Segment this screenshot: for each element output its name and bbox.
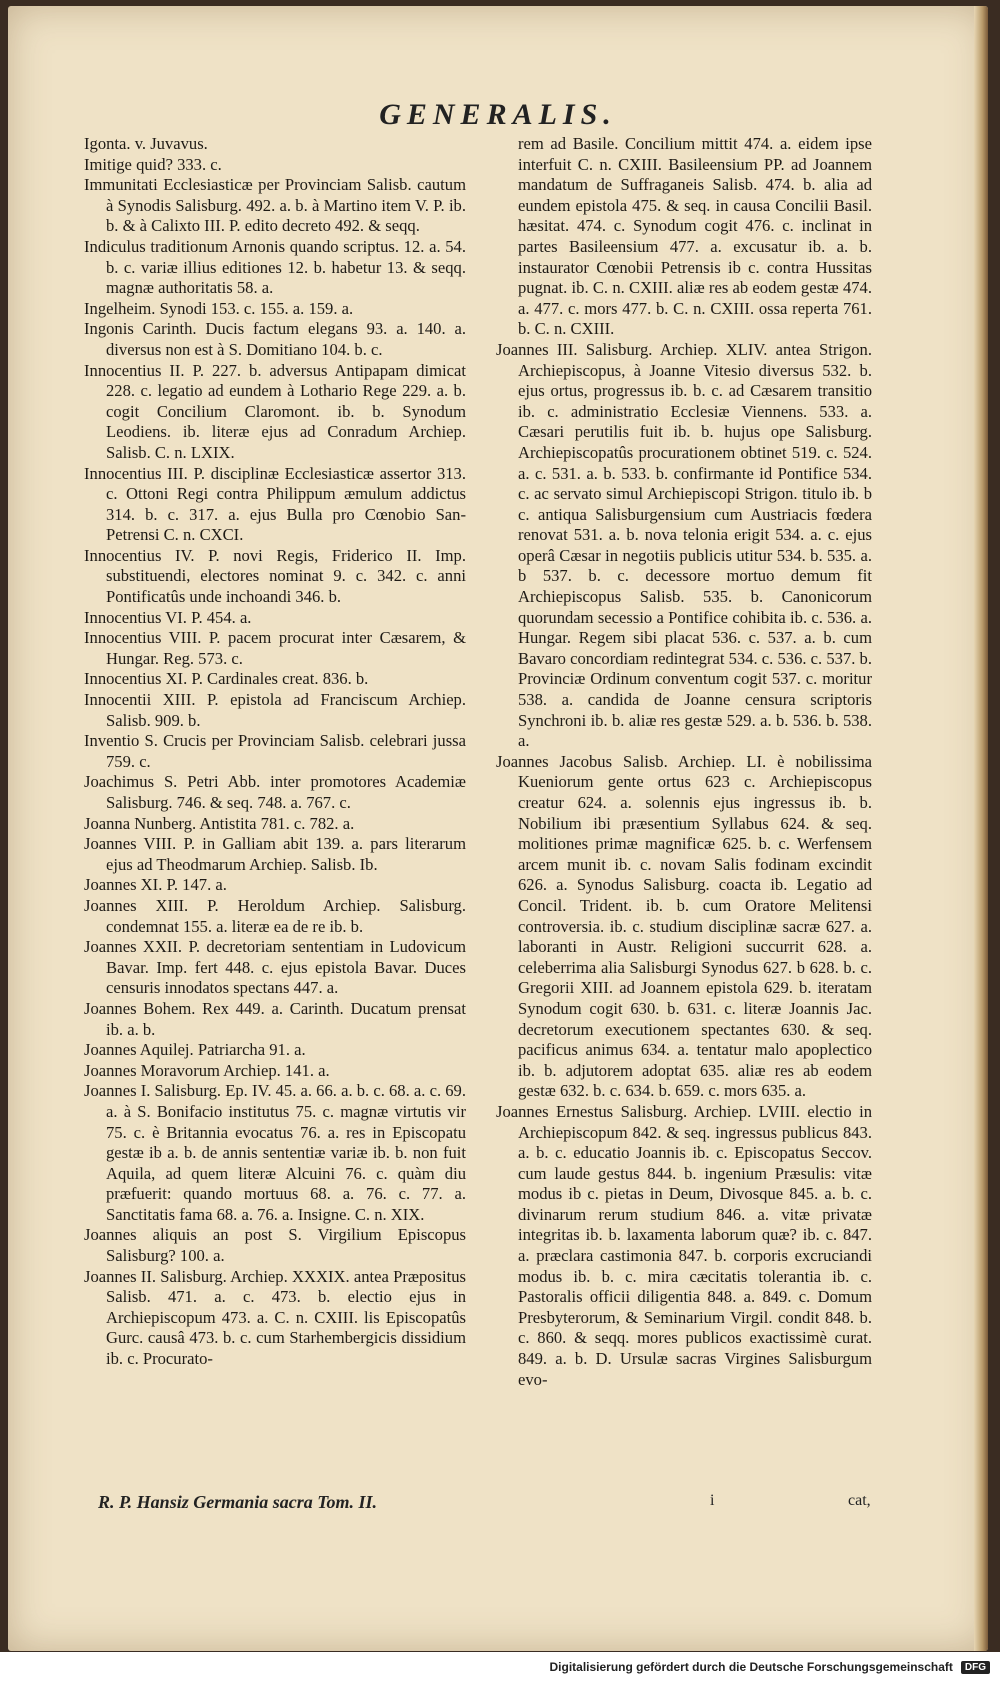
index-entry: Joannes Ernestus Salisburg. Archiep. LVIII. electio in Archiepiscopum 842. & seq. ingressus publicus 843. a. b. c. educatio Joannis ib. c. Episcopatus Seccov. cum laude gestus 844. b. ingenium Præsulis: vitæ modus ib c. pietas in Deum, Divosque 845. a. b. c. divinarum rerum studium 846. a. vitæ privatæ integritas ib. b. laxamenta laborum quæ? ib. c. 847. a. præclara castimonia 847. b. corporis excruciandi modus ib. b. c. mira cæcitatis tolerantia ib. c. Pastoralis officii diligentia 848. a. 849. c. Domum Presbyterorum, & Seminarium Virgil. condit 848. b. c. 860. & seqq. mores publicos exactissimè curat. 849. a. b. D. Ursulæ sacras Virgines Salisburgum evo- — [496, 1101, 872, 1389]
index-entry: Joannes Bohem. Rex 449. a. Carinth. Ducatum prensat ib. a. b. — [84, 998, 466, 1039]
index-entry: Joannes XXII. P. decretoriam sententiam in Ludovicum Bavar. Imp. fert 448. c. ejus epistola Bavar. Duces censuris innodatos spectans 447. a. — [84, 937, 466, 998]
index-entry: Joannes aliquis an post S. Virgilium Episcopus Salisburg? 100. a. — [84, 1225, 466, 1266]
index-entry: Imitige quid? 333. c. — [84, 154, 222, 174]
index-entry: Joachimus S. Petri Abb. inter promotores Academiæ Salisburg. 746. & seq. 748. a. 767. c. — [84, 772, 466, 812]
index-entry: Joannes II. Salisburg. Archiep. XXXIX. antea Præpositus Salisb. 471. a. c. 473. b. electio ejus in Archiepiscopum 473. a. C. n. CXIII. lis Episcopatûs Gurc. causâ 473. b. c. cum Starhembergicis dissidium ib. c. Procurato- — [84, 1266, 466, 1369]
index-entry: Ingonis Carinth. Ducis factum elegans 93. a. 140. a. diversus non est à S. Domitiano 104. b. c. — [84, 319, 466, 359]
index-entry: Igonta. v. Juvavus. — [84, 134, 208, 153]
index-entry: Joannes XI. P. 147. a. — [84, 875, 227, 895]
index-entry: Joanna Nunberg. Antistita 781. c. 782. a. — [84, 813, 355, 833]
index-entry: Joannes I. Salisburg. Ep. IV. 45. a. 66. a. b. c. 68. a. c. 69. a. à S. Bonifacio institutus 75. c. magnæ virtutis vir 75. c. è Britannia evocatus 76. a. res in Episcopatu gestæ ib a. b. de annis sententiæ variæ ib. b. non fuit Aquila, ad quem literæ Alcuini 76. c. quàm diu præfuerit: quando mortuus 68. a. 76. c. 77. a. Sanctitatis fama 68. a. 76. a. Insigne. C. n. XIX. — [84, 1081, 466, 1224]
index-entry: Joannes XIII. P. Heroldum Archiep. Salisburg. condemnat 155. a. literæ ea de re ib. b. — [84, 895, 466, 936]
index-entry: Innocentius III. P. disciplinæ Ecclesiasticæ assertor 313. c. Ottoni Regi contra Philippum æmulum addictus 314. b. c. 317. a. ejus Bulla pro Cœnobio San-Petrensi C. n. CXCI. — [84, 463, 466, 545]
book-page — [8, 6, 988, 1651]
index-entry: Joannes III. Salisburg. Archiep. XLIV. antea Strigon. Archiepiscopus, à Joanne Vitesio diversus 532. b. ejus ortus, progressus ib. b. c. ad Cæsarem transitio ib. c. administratio Ecclesiæ Viennens. 533. a. Cæsari perutilis fuit ib. b. hujus ope Salisburg. Archiepiscopatûs procurationem obtinet 519. c. 524. a. c. 531. a. b. 533. b. confirmante id Pontifice 534. c. ac servato simul Archiepiscopi Strigon. titulo ib. b c. antiqua Salisburgensium cum Austriacis fœdera renovat 531. a. b. nova telonia erigit 534. a. c. ejus operâ Cæsar in negotiis publicis utitur 534. b. 535. a. b 537. b. c. decessore mortuo demum fit Archiepiscopus Salisb. 535. b. Canonicorum quorundam secessio a Pontifice cohibita ib. c. 536. a. Hungar. Regem sibi placat 536. c. 537. a. b. cum Bavaro concordiam redintegrat 534. c. 536. c. 537. b. Provinciæ Ordinum conventum cogit 537. c. moritur 538. a. candida de Joanne censura scriptoris Synchroni ib. b. aliæ res gestæ 529. a. b. 536. b. 538. a. — [496, 339, 872, 751]
footer-title: R. P. Hansiz Germania sacra Tom. II. — [98, 1492, 378, 1512]
digitization-credit-bar — [0, 1652, 1000, 1682]
dfg-logo-icon: DFG — [961, 1661, 990, 1674]
index-column-right — [496, 134, 872, 1390]
index-entry: Innocentius VIII. P. pacem procurat inter Cæsarem, & Hungar. Reg. 573. c. — [84, 628, 466, 668]
running-head: GENERALIS. — [379, 98, 617, 131]
index-column-left — [84, 134, 466, 1370]
catchword: cat, — [848, 1492, 871, 1509]
index-entry: Innocentius IV. P. novi Regis, Friderico II. Imp. substituendi, electores nominat 9. c. 342. c. anni Pontificatûs unde inchoandi 346. b. — [84, 545, 466, 607]
index-entry: Innocentius VI. P. 454. a. — [84, 607, 252, 627]
index-entry: Innocentii XIII. P. epistola ad Franciscum Archiep. Salisb. 909. b. — [84, 690, 466, 730]
index-entry: Inventio S. Crucis per Provinciam Salisb. celebrari jussa 759. c. — [84, 731, 466, 771]
index-entry: Innocentius II. P. 227. b. adversus Antipapam dimicat 228. c. legatio ad eundem à Lothario Rege 229. a. b. cogit Concilium Claromont. ib. b. Synodum Leodiens. ib. literæ ejus ad Conradum Archiep. Salisb. C. n. LXIX. — [84, 360, 466, 462]
index-entry: Joannes Moravorum Archiep. 141. a. — [84, 1060, 330, 1080]
index-entry: Joannes Aquilej. Patriarcha 91. a. — [84, 1040, 306, 1060]
index-entry: Ingelheim. Synodi 153. c. 155. a. 159. a. — [84, 298, 354, 318]
index-entry: Joannes Jacobus Salisb. Archiep. LI. è nobilissima Kueniorum gente ortus 623 c. Archiepiscopus creatur 624. a. solennis ejus ingressus ib. b. Nobilium ibi præsentium Syllabus 624. & seq. molitiones primæ magnificæ 625. b. c. Werfensem arcem munit ib. c. novam Salis fodinam excindit 626. a. Synodus Salisburg. coacta ib. Legatio ad Concil. Trident. ib. b. cum Oratore Melitensi controversia. ib. c. studium disciplinæ sacræ 627. a. laboranti in Austr. Religioni succurrit 628. a. celeberrima alia Salisburgi Synodus 627. b 628. b. c. Gregorii XIII. ad Joannem epistola 629. b. iteratam Synodum cogit 630. b. 631. c. literæ Joannis Jac. decretorum executionem spectantes 630. & seq. pacificus animus 634. a. tentatur malo apoplectico ib. b. adjutorem adoptat 635. aliæ res ab eodem gestæ 632. b. c. 634. b. 659. c. mors 635. a. — [496, 751, 872, 1101]
book-spine — [974, 6, 988, 1651]
index-entry: Indiculus traditionum Arnonis quando scriptus. 12. a. 54. b. c. variæ illius editiones 12. b. habetur 13. & seqq. magnæ authoritatis 58. a. — [84, 236, 466, 298]
index-entry: Immunitati Ecclesiasticæ per Provinciam Salisb. cautum à Synodis Salisburg. 492. a. b. à Martino item V. P. ib. b. & à Calixto III. P. edito decreto 492. & seqq. — [84, 175, 466, 236]
index-entry: Joannes VIII. P. in Galliam abit 139. a. pars literarum ejus ad Theodmarum Archiep. Salisb. Ib. — [84, 834, 466, 874]
credit-text: Digitalisierung gefördert durch die Deutsche Forschungsgemeinschaft — [549, 1660, 953, 1674]
index-entry: rem ad Basile. Concilium mittit 474. a. eidem ipse interfuit C. n. CXIII. Basileensium PP. ad Joannem mandatum de Suffraganeis Salisb. 474. b. alia ad eundem epistola 475. & seq. in causa Concilii Basil. hæsitat. 474. c. Synodum cogit 476. c. inclinat in partes Basileensium 477. a. excusatur ib. a. b. instaurator Cœnobii Petrensis ib c. contra Hussitas pugnat. ib. C. n. CXIII. aliæ res ab eodem gestæ 474. a. 477. c. mors 477. b. C. n. CXIII. ossa reperta 761. b. C. n. CXIII. — [518, 134, 872, 339]
signature-mark: i — [710, 1492, 715, 1509]
index-entry: Innocentius XI. P. Cardinales creat. 836. b. — [84, 669, 369, 689]
